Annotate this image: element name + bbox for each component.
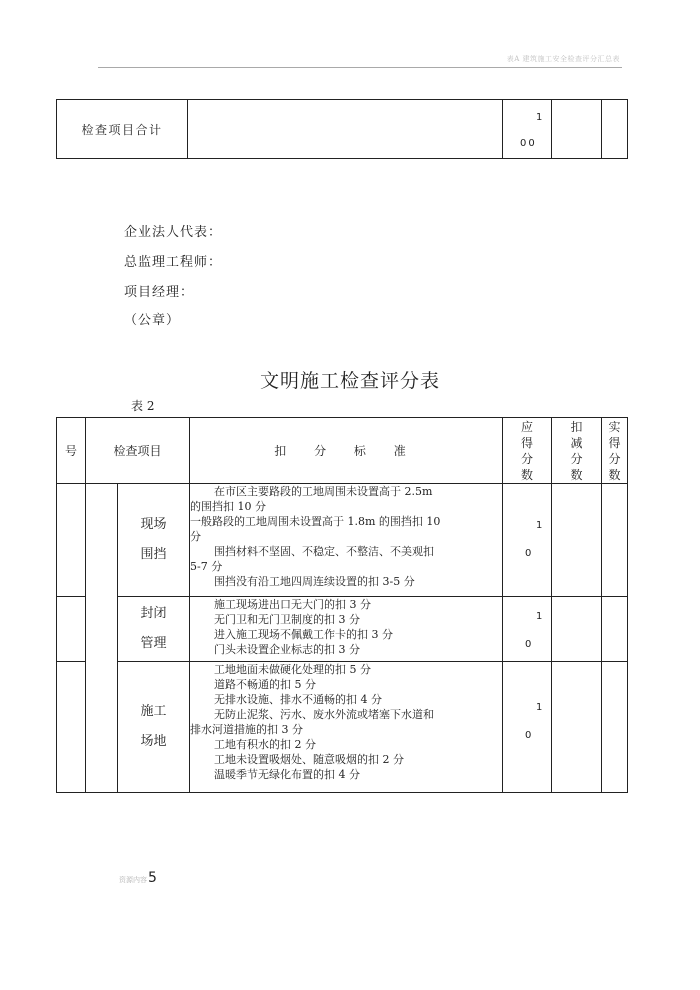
footer-label: 资源内容 xyxy=(119,876,147,884)
row-no-cell xyxy=(57,484,86,597)
summary-actual xyxy=(602,100,628,159)
col-standard: 扣 分 标 准 xyxy=(190,418,503,484)
summary-label: 检查项目合计 xyxy=(57,100,188,159)
running-header: 表A 建筑施工安全检查评分汇总表 xyxy=(506,55,620,63)
table-header-row xyxy=(57,418,628,484)
summary-deduct xyxy=(552,100,602,159)
group-cell xyxy=(86,484,118,793)
row-should-score: 1 0 xyxy=(503,484,552,597)
row-no-cell xyxy=(57,597,86,662)
row-category: 封闭 管理 xyxy=(118,597,190,662)
row-criteria: 工地地面未做硬化处理的扣 5 分 道路不畅通的扣 5 分 无排水设施、排水不通畅的扣 4 分 无防止泥浆、污水、废水外流或堵塞下水道和 排水河道措施的扣 3 分 工地有积水的扣 2 分 工地未设置吸烟处、随意吸烟的扣 2 分 温暖季节无绿化布置的扣 4 分 xyxy=(190,662,503,793)
row-deduct-score xyxy=(552,662,602,793)
row-actual-score xyxy=(602,597,628,662)
col-actual-score: 实 得 分 数 xyxy=(602,418,628,484)
summary-score-bottom: 00 xyxy=(520,138,537,149)
row-actual-score xyxy=(602,484,628,597)
row-should-score: 1 0 xyxy=(503,597,552,662)
header-rule xyxy=(98,67,622,68)
summary-blank xyxy=(188,100,503,159)
summary-score xyxy=(503,100,552,159)
row-category: 施工 场地 xyxy=(118,662,190,793)
summary-table xyxy=(56,99,628,159)
page-footer xyxy=(119,870,157,886)
row-category: 现场 围挡 xyxy=(118,484,190,597)
col-no: 号 xyxy=(57,418,86,484)
signature-legal-rep: 企业法人代表： xyxy=(124,225,223,240)
table-row xyxy=(57,662,628,793)
col-item: 检查项目 xyxy=(86,418,190,484)
row-no-cell xyxy=(57,662,86,793)
signature-chief-supervisor: 总监理工程师： xyxy=(124,255,223,270)
row-actual-score xyxy=(602,662,628,793)
page-title: 文明施工检查评分表 xyxy=(259,370,440,392)
signature-project-manager: 项目经理： xyxy=(124,285,195,300)
table-number: 表 2 xyxy=(131,399,155,413)
summary-score-top: 1 xyxy=(536,112,543,123)
col-deduct-score: 扣 减 分 数 xyxy=(552,418,602,484)
signature-seal: （公章） xyxy=(124,313,181,328)
col-should-score: 应 得 分 数 xyxy=(503,418,552,484)
row-should-score: 1 0 xyxy=(503,662,552,793)
inspection-table xyxy=(56,417,628,793)
row-criteria: 在市区主要路段的工地周围未设置高于 2.5m 的围挡扣 10 分 一般路段的工地周围未设置高于 1.8m 的围挡扣 10 分 围挡材料不坚固、不稳定、不整洁、不美观扣 5-7 分 围挡没有沿工地四周连续设置的扣 3-5 分 xyxy=(190,484,503,597)
row-criteria: 施工现场进出口无大门的扣 3 分 无门卫和无门卫制度的扣 3 分 进入施工现场不佩戴工作卡的扣 3 分 门头未设置企业标志的扣 3 分 xyxy=(190,597,503,662)
table-row xyxy=(57,597,628,662)
row-deduct-score xyxy=(552,484,602,597)
row-deduct-score xyxy=(552,597,602,662)
page-number: 5 xyxy=(148,870,157,886)
table-row xyxy=(57,484,628,597)
